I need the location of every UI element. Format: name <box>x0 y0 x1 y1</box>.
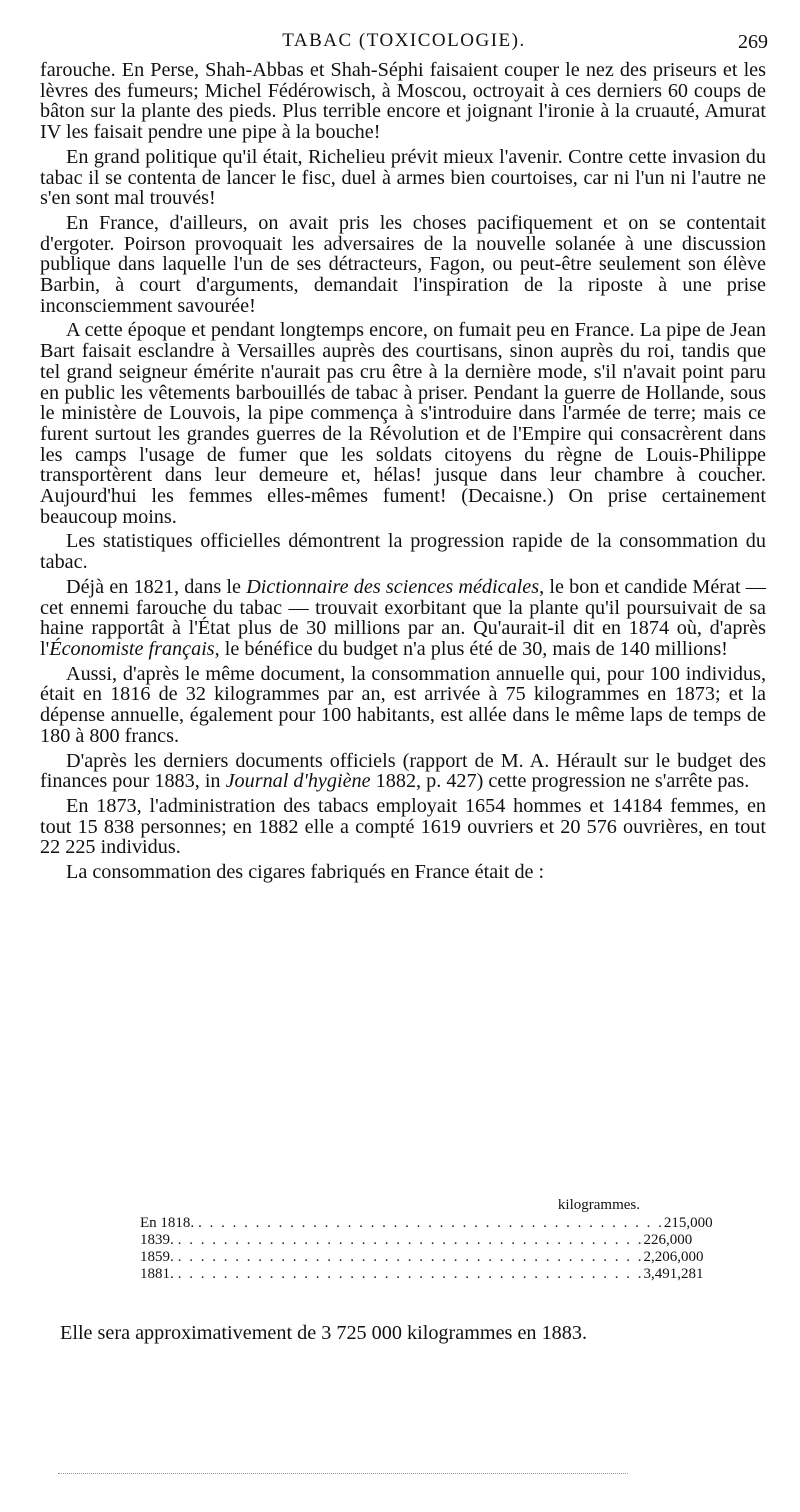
consumption-table <box>140 1197 713 1283</box>
paragraph-text: D'après les derniers documents officiels (rapport de M. A. Hérault sur le budget des finances pour 1883, in <box>40 749 766 793</box>
table-year: 1881. <box>140 1266 174 1282</box>
table-value: 226,000 <box>643 1232 693 1248</box>
table-row <box>140 1232 693 1249</box>
paragraph-text: Déjà en 1821, dans le <box>66 575 247 598</box>
bottom-rule <box>58 1473 628 1474</box>
running-head <box>38 30 770 56</box>
paragraph: Les statistiques officielles démontrent la progression rapide de la consommation du tabac. <box>40 530 766 574</box>
paragraph: En grand politique qu'il était, Richelieu prévit mieux l'avenir. Contre cette invasion du tabac il se contenta de lancer le fisc, duel à armes bien courtoises, car ni l'un ni l'autre ne s'en sont mal trouvés! <box>40 145 766 210</box>
closing-sentence: Elle sera approximativement de 3 725 000 kilogrammes en 1883. <box>60 1322 587 1344</box>
table-unit-label: kilogrammes. <box>557 1197 640 1213</box>
table-value: 215,000 <box>663 1215 713 1231</box>
paragraph: A cette époque et pendant longtemps encore, on fumait peu en France. La pipe de Jean Bart faisait esclandre à Versailles auprès des courtisans, sinon auprès du roi, tandis que tel grand seigneur émérite n'aurait pas cru être à la dernière mode, s'il n'avait point paru en public les vêtements barbouillés de tabac à priser. Pendant la guerre de Hollande, sous le ministère de Louvois, la pipe commença à s'introduire dans l'armée de terre; mais ce furent surtout les grandes guerres de la Révolution et de l'Empire qui consacrèrent dans les camps l'usage de fumer que les soldats citoyens du règne de Louis-Philippe transportèrent dans leur demeure et, hélas! jusque dans leur chambre à coucher. Aujourd'hui les femmes elles-mêmes fument! (Decaisne.) On prise certainement beaucoup moins. <box>40 319 766 528</box>
paragraph <box>40 751 766 792</box>
table-year: 1839. <box>140 1232 174 1248</box>
table-row <box>140 1266 704 1283</box>
table-value: 2,206,000 <box>643 1249 704 1265</box>
dot-leader: . . . . . . . . . . . . . . . . . . . . . . . . . . . . . . . . . . . . . . . . . <box>177 1249 644 1265</box>
dot-leader: . . . . . . . . . . . . . . . . . . . . . . . . . . . . . . . . . . . . . . . . . <box>198 1215 664 1231</box>
dot-leader: . . . . . . . . . . . . . . . . . . . . . . . . . . . . . . . . . . . . . . . . . <box>177 1266 644 1282</box>
table-year: En 1818. <box>140 1215 195 1231</box>
dot-leader: . . . . . . . . . . . . . . . . . . . . . . . . . . . . . . . . . . . . . . . . . <box>177 1232 644 1248</box>
paragraph <box>40 577 766 660</box>
paragraph: Aussi, d'après le même document, la consommation annuelle qui, pour 100 individus, était en 1816 de 32 kilogrammes par an, est arrivée à 75 kilogrammes en 1873; et la dépense annuelle, également pour 100 habitants, est allée dans le même laps de temps de 180 à 800 francs. <box>40 662 766 747</box>
paragraph-text: , le bénéfice du budget n'a plus été de 30, mais de 140 millions! <box>214 637 728 660</box>
italic-title: Dictionnaire des sciences médicales <box>246 575 540 598</box>
italic-title: Journal d'hygiène <box>225 770 371 793</box>
paragraph-text: , le bon et candide Mérat — cet ennemi farouche du tabac — trouvait exorbitant que la plante qu'il poursuivait de sa haine rapportât à l'État plus de 30 millions par an. Qu'aurait-il dit en 1874 où, d'après l' <box>40 575 766 660</box>
body-text <box>40 60 766 883</box>
paragraph: En France, d'ailleurs, on avait pris les choses pacifiquement et on se contentait d'ergoter. Poirson provoquait les adversaires de la nouvelle solanée à une discussion publique dans laquelle l'un de ses détracteurs, Fagon, ou peut-être seulement son élève Barbin, à court d'arguments, demandait l'inspiration de la riposte à une prise inconsciemment savourée! <box>40 211 766 317</box>
paragraph: farouche. En Perse, Shah-Abbas et Shah-Séphi faisaient couper le nez des priseurs et les lèvres des fumeurs; Michel Fédérowisch, à Moscou, octroyait à ces derniers 60 coups de bâton sur la plante des pieds. Plus terrible encore et joignant l'ironie à la cruauté, Amurat IV les faisait pendre une pipe à la bouche! <box>40 59 766 144</box>
page-number: 269 <box>738 31 768 53</box>
table-year: 1859. <box>140 1249 174 1265</box>
paragraph-text: 1882, p. 427) cette progression ne s'arrête pas. <box>370 770 750 793</box>
italic-title: Économiste français <box>49 637 215 660</box>
paragraph: La consommation des cigares fabriqués en France était de : <box>66 861 545 884</box>
table-value: 3,491,281 <box>643 1266 704 1282</box>
paragraph: En 1873, l'administration des tabacs employait 1654 hommes et 14184 femmes, en tout 15 838 personnes; en 1882 elle a compté 1619 ouvriers et 20 576 ouvrières, en tout 22 225 individus. <box>40 794 766 859</box>
running-title: TABAC (TOXICOLOGIE). <box>282 30 526 51</box>
table-row <box>140 1215 713 1232</box>
table-row <box>140 1249 704 1266</box>
